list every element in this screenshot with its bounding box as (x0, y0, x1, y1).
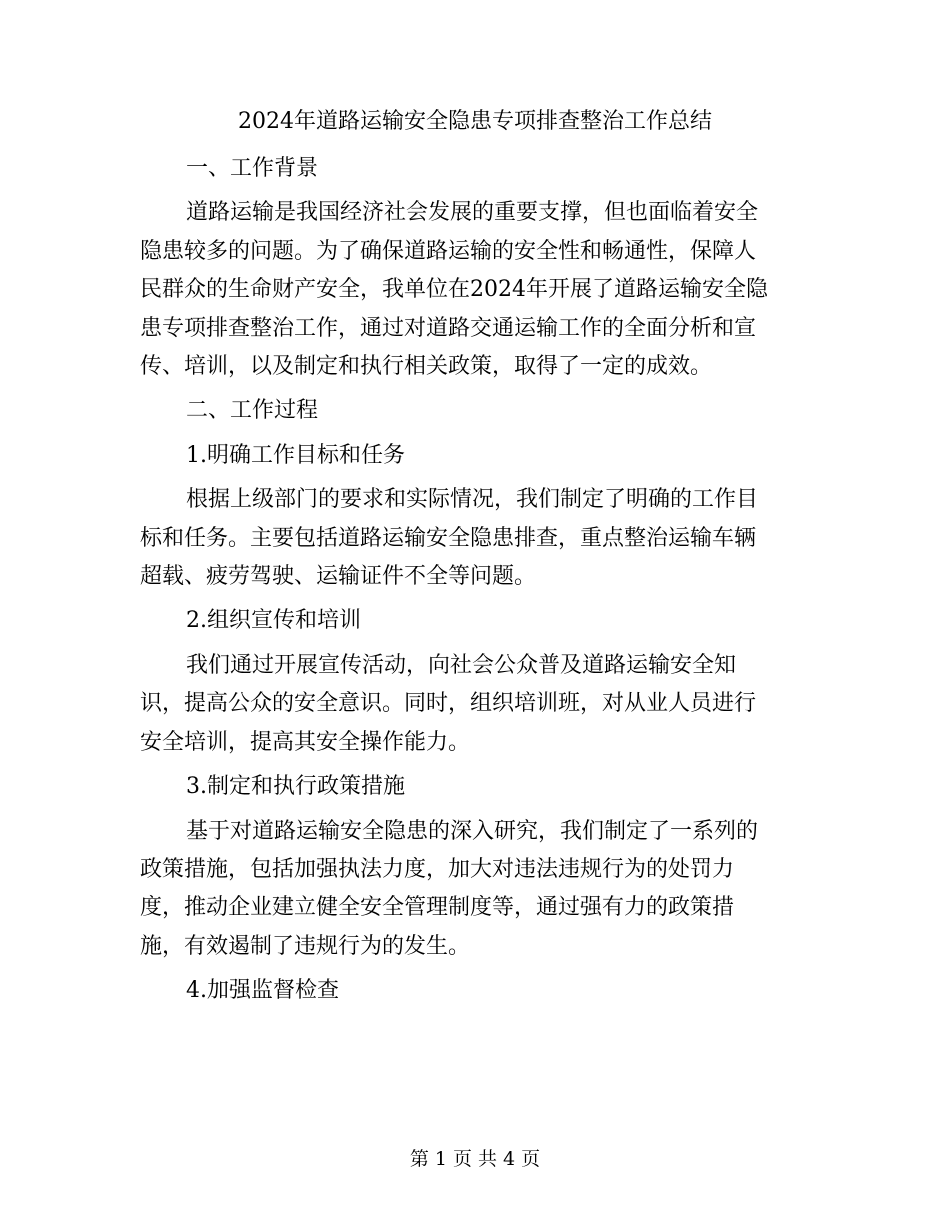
paragraph-line: 民群众的生命财产安全，我单位在2024年开展了道路运输安全隐 (140, 277, 768, 303)
paragraph-line: 施，有效遏制了违规行为的发生。 (140, 933, 471, 959)
paragraph-line: 我们通过开展宣传活动，向社会公众普及道路运输安全知 (186, 652, 737, 678)
subsection-heading-goals: 1.明确工作目标和任务 (186, 442, 405, 468)
subsection-heading-policy: 3.制定和执行政策措施 (186, 774, 405, 800)
paragraph-line: 基于对道路运输安全隐患的深入研究，我们制定了一系列的 (186, 818, 759, 844)
paragraph-line: 安全培训，提高其安全操作能力。 (140, 729, 471, 755)
paragraph-line: 隐患较多的问题。为了确保道路运输的安全性和畅通性，保障人 (140, 238, 757, 264)
paragraph-line: 度，推动企业建立健全安全管理制度等，通过强有力的政策措 (140, 895, 735, 921)
paragraph-line: 根据上级部门的要求和实际情况，我们制定了明确的工作目 (186, 487, 759, 513)
section-heading-process: 二、工作过程 (186, 398, 319, 424)
subsection-heading-supervision: 4.加强监督检查 (186, 978, 339, 1004)
paragraph-training (140, 647, 805, 762)
paragraph-policy (140, 813, 805, 967)
section-heading-background: 一、工作背景 (186, 156, 319, 181)
paragraph-line: 患专项排查整治工作，通过对道路交通运输工作的全面分析和宣 (140, 315, 757, 341)
document-title: 2024年道路运输安全隐患专项排查整治工作总结 (238, 109, 712, 134)
paragraph-line: 政策措施，包括加强执法力度，加大对违法违规行为的处罚力 (140, 856, 735, 882)
paragraph-background (140, 194, 805, 386)
paragraph-goals (140, 481, 805, 596)
paragraph-line: 识，提高公众的安全意识。同时，组织培训班，对从业人员进行 (140, 691, 757, 717)
paragraph-line: 超载、疲劳驾驶、运输证件不全等问题。 (140, 564, 537, 590)
paragraph-line: 道路运输是我国经济社会发展的重要支撑，但也面临着安全 (186, 200, 759, 226)
document-body (140, 150, 805, 1011)
paragraph-line: 标和任务。主要包括道路运输安全隐患排查，重点整治运输车辆 (140, 525, 757, 551)
page-footer: 第 1 页 共 4 页 (409, 1148, 541, 1170)
subsection-heading-training: 2.组织宣传和培训 (186, 608, 361, 634)
paragraph-line: 传、培训，以及制定和执行相关政策，取得了一定的成效。 (140, 354, 713, 380)
